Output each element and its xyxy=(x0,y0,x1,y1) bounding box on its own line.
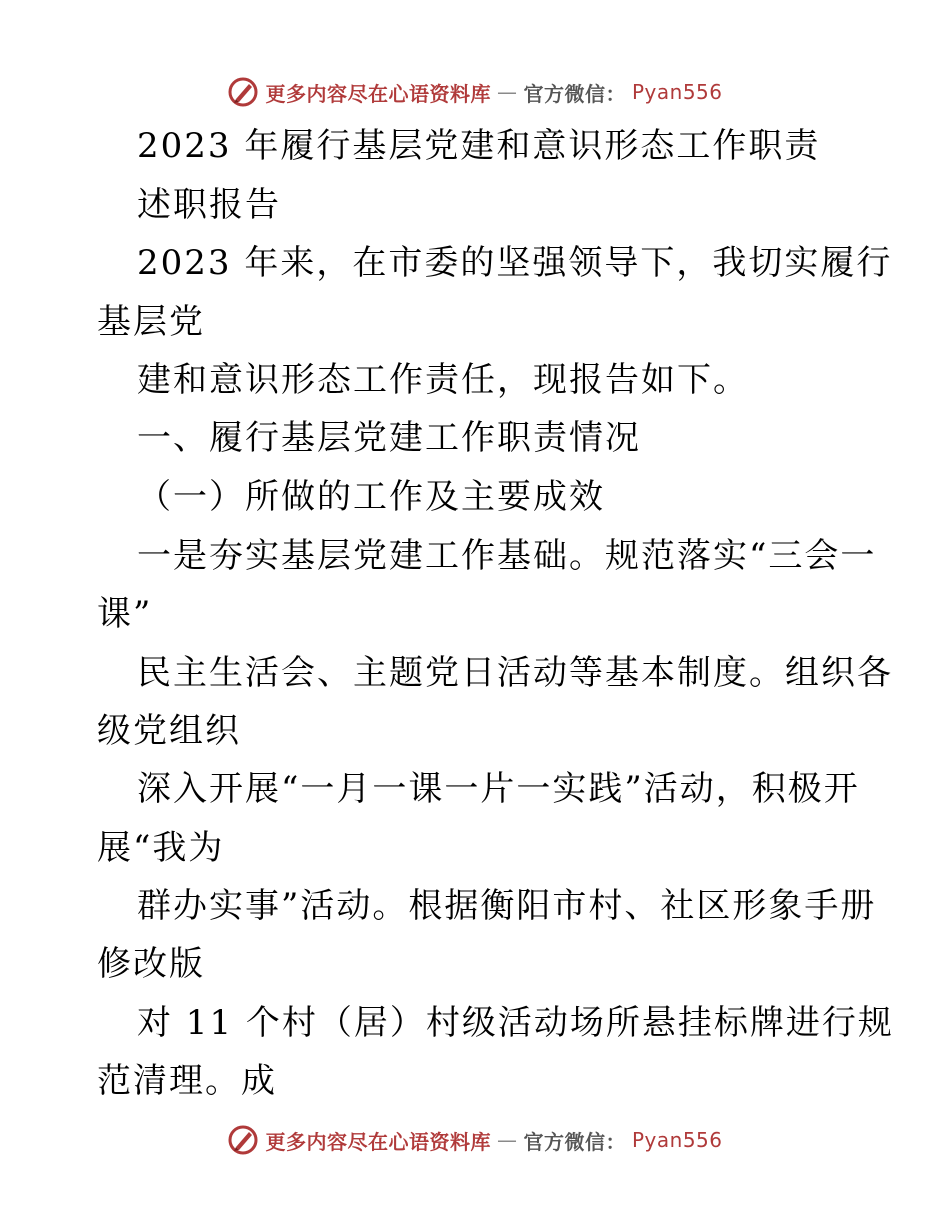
doc-paragraph-line: 修改版 xyxy=(97,944,205,984)
doc-title-line-2: 述职报告 xyxy=(137,185,281,225)
watermark-official-label: 官方微信： xyxy=(523,81,626,106)
pen-logo-icon xyxy=(227,76,259,108)
watermark-text: 更多内容尽在心语资料库 xyxy=(265,81,491,106)
watermark-text: 更多内容尽在心语资料库 xyxy=(265,1129,491,1154)
watermark-wechat-id: Pyan556 xyxy=(631,1128,723,1152)
doc-section-heading: 一、履行基层党建工作职责情况 xyxy=(137,418,641,458)
doc-paragraph-line: 2023 年来，在市委的坚强领导下，我切实履行 xyxy=(137,243,893,283)
doc-paragraph-line: 展“我为 xyxy=(97,828,225,868)
doc-paragraph-line: 对 11 个村（居）村级活动场所悬挂标牌进行规 xyxy=(137,1003,894,1043)
doc-title-line-1: 2023 年履行基层党建和意识形态工作职责 xyxy=(137,126,821,166)
doc-paragraph-line: 深入开展“一月一课一片一实践”活动，积极开 xyxy=(137,769,860,809)
doc-paragraph-line: 课” xyxy=(97,594,153,634)
watermark-dash: — xyxy=(496,1128,518,1152)
doc-paragraph-line: 群办实事”活动。根据衡阳市村、社区形象手册 xyxy=(137,886,877,926)
footer-watermark xyxy=(0,1120,950,1160)
doc-paragraph-line: 范清理。成 xyxy=(97,1061,277,1101)
doc-paragraph-line: 建和意识形态工作责任，现报告如下。 xyxy=(137,360,749,400)
header-watermark xyxy=(0,72,950,112)
doc-paragraph-line: 民主生活会、主题党日活动等基本制度。组织各 xyxy=(137,653,893,693)
doc-paragraph-line: 一是夯实基层党建工作基础。规范落实“三会一 xyxy=(137,536,877,576)
doc-paragraph-line: 基层党 xyxy=(97,302,205,342)
watermark-wechat-id: Pyan556 xyxy=(631,80,723,104)
doc-paragraph-line: 级党组织 xyxy=(97,711,241,751)
doc-subsection-heading: （一）所做的工作及主要成效 xyxy=(137,477,605,517)
watermark-official-label: 官方微信： xyxy=(523,1129,626,1154)
watermark-dash: — xyxy=(496,80,518,104)
pen-logo-icon xyxy=(227,1124,259,1156)
